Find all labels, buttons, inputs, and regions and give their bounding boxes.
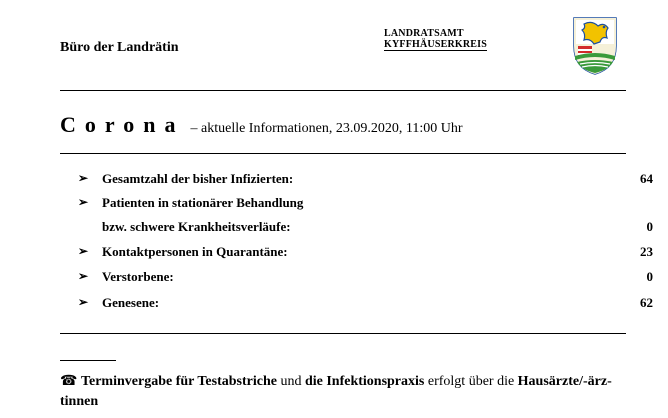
stat-value: 62	[640, 295, 653, 310]
arrow-bullet-icon: ➢	[78, 195, 89, 209]
stat-label: bzw. schwere Krankheitsverläufe:	[102, 219, 291, 234]
arrow-bullet-icon: ➢	[78, 269, 89, 283]
stat-label: Kontaktpersonen in Quarantäne:	[102, 244, 288, 259]
authority-name	[384, 28, 487, 51]
appointment-note	[60, 372, 632, 412]
short-divider	[60, 360, 116, 361]
authority-line-2: KYFFHÄUSERKREIS	[384, 39, 488, 50]
note-part-4: erfolgt über die	[424, 374, 518, 389]
stat-row-severe	[78, 219, 653, 239]
note-part-1: Terminvergabe für Testabstriche	[80, 374, 277, 389]
stat-row-quarantine	[78, 244, 653, 264]
stat-row-infected	[78, 171, 653, 191]
arrow-bullet-icon: ➢	[78, 244, 89, 258]
coat-of-arms-lion-icon	[572, 16, 618, 76]
stat-value: 0	[646, 219, 653, 234]
stat-label: Verstorbene:	[102, 269, 174, 284]
authority-line-1: LANDRATSAMT	[384, 28, 464, 39]
note-part-3: die Infektionspraxis	[304, 374, 425, 389]
arrow-bullet-icon: ➢	[78, 171, 89, 185]
stat-row-recovered	[78, 295, 653, 315]
stat-label: Genesene:	[102, 295, 160, 310]
telephone-icon: ☎	[60, 374, 78, 389]
note-part-2: und	[276, 374, 305, 389]
divider-bottom	[60, 333, 626, 334]
arrow-bullet-icon: ➢	[78, 295, 89, 309]
stat-label: Patienten in stationärer Behandlung	[102, 195, 304, 210]
divider-top	[60, 90, 626, 91]
stat-label: Gesamtzahl der bisher Infizierten:	[102, 171, 294, 186]
stat-value: 0	[646, 269, 653, 284]
title-subtitle: – aktuelle Informationen, 23.09.2020, 11:00 Uhr	[190, 121, 463, 136]
title-main: Corona	[60, 112, 185, 137]
divider-title	[60, 153, 626, 154]
stat-row-deceased	[78, 269, 653, 289]
stat-value: 23	[640, 244, 653, 259]
page-title	[60, 112, 463, 138]
stat-row-hospital	[78, 195, 358, 215]
note-part-5: Hausärzte/-ärz-tinnen	[60, 374, 612, 409]
office-name: Büro der Landrätin	[60, 40, 179, 55]
stat-value: 64	[640, 171, 653, 186]
